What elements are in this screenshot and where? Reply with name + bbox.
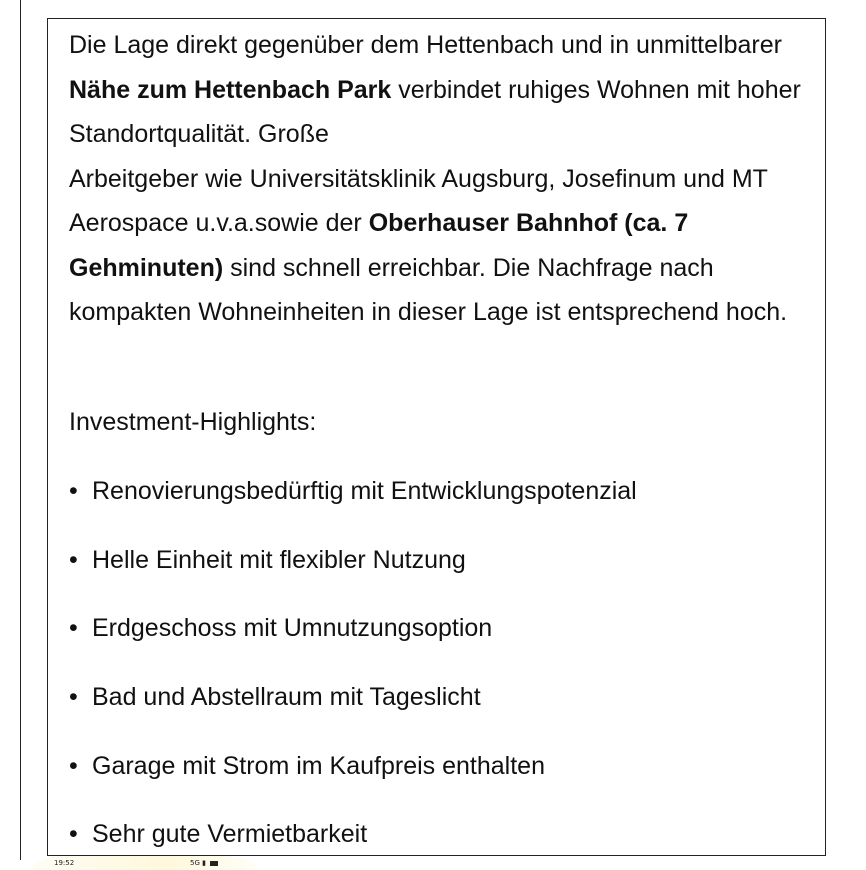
bullet-icon: • xyxy=(69,683,78,712)
paragraph-text-3: Arbeitgeber wie Universitätsklinik Augsburg, Josefinum und MT Aerospace u.v.a.sowie der xyxy=(69,164,768,237)
location-paragraph xyxy=(69,23,821,335)
bahnhof-emphasis: Oberhauser Bahnhof (ca. 7 Gehminuten) xyxy=(69,209,689,282)
list-item xyxy=(69,469,821,538)
status-indicators xyxy=(190,859,218,867)
paragraph-text-1: Die Lage direkt gegenüber dem Hettenbach und in unmittelbarer xyxy=(69,31,782,59)
list-item-text: Erdgeschoss mit Umnutzungsoption xyxy=(92,614,493,643)
network-label: 5G xyxy=(190,859,200,867)
paragraph-text-2: verbindet ruhiges Wohnen mit hoher Standortqualität. Große xyxy=(69,75,801,148)
highlights-heading: Investment-Highlights: xyxy=(69,408,317,436)
list-item-text: Helle Einheit mit flexibler Nutzung xyxy=(92,545,466,574)
bullet-icon: • xyxy=(69,477,78,505)
paragraph-text-4: sind schnell erreichbar. Die Nachfrage nach kompakten Wohneinheiten in dieser Lage ist entsprechend hoch. xyxy=(69,253,788,326)
list-item xyxy=(69,606,821,675)
bullet-icon: • xyxy=(69,751,78,780)
list-item-text: Garage mit Strom im Kaufpreis enthalten xyxy=(92,751,545,780)
description-box xyxy=(47,18,826,856)
highlights-list xyxy=(69,469,821,856)
bullet-icon: • xyxy=(69,545,78,574)
list-item xyxy=(69,812,821,856)
status-time: 19:52 xyxy=(54,859,75,867)
signal-icon: ▮ xyxy=(202,859,206,867)
list-item xyxy=(69,744,821,813)
list-item-text: Sehr gute Vermietbarkeit xyxy=(92,820,368,849)
phone-status-bar xyxy=(30,856,260,870)
list-item xyxy=(69,675,821,744)
list-item-text: Renovierungsbedürftig mit Entwicklungspotenzial xyxy=(92,477,637,505)
list-item xyxy=(69,538,821,607)
hettenbach-park-emphasis: Nähe zum Hettenbach Park xyxy=(69,75,392,104)
list-item-text: Bad und Abstellraum mit Tageslicht xyxy=(92,683,481,712)
battery-icon xyxy=(210,861,218,866)
description-content xyxy=(69,23,821,849)
bullet-icon: • xyxy=(69,614,78,643)
adjacent-panel-edge xyxy=(0,0,21,860)
bullet-icon: • xyxy=(69,820,78,849)
